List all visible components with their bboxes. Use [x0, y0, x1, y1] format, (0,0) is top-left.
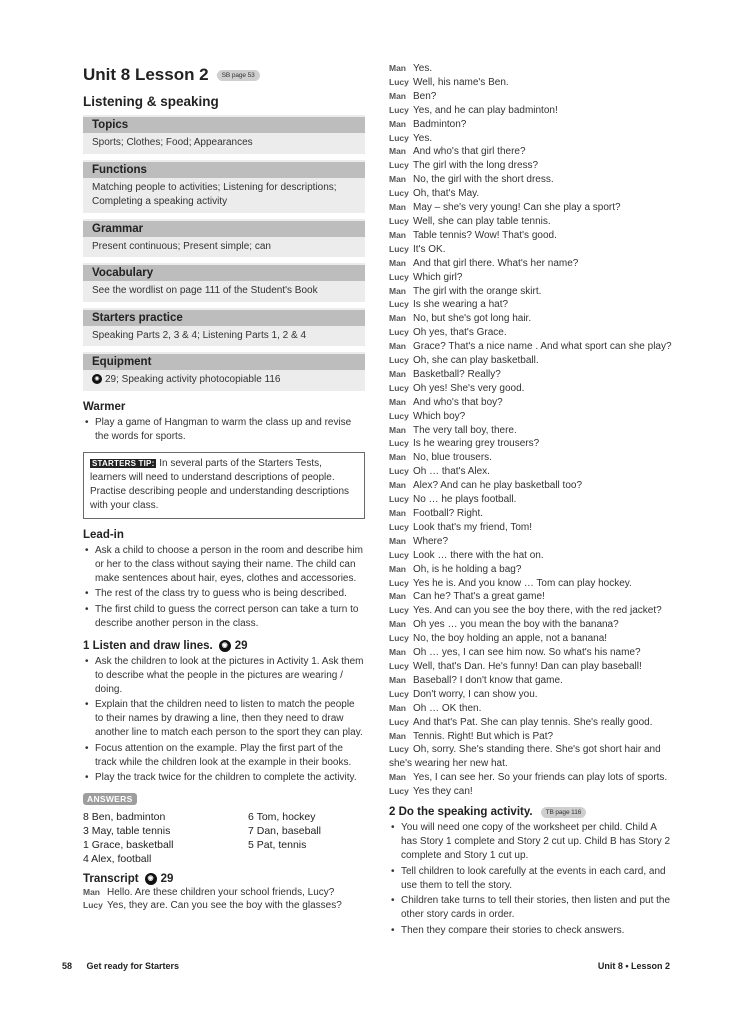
speaker: Man	[389, 341, 406, 352]
dialogue-line	[389, 549, 674, 563]
line-text: Oh … OK then.	[413, 702, 482, 714]
speaker: Man	[389, 535, 406, 546]
functions-box	[83, 160, 365, 213]
list-item: • Focus attention on the example. Play the first part of the track while the children look at the example in their books.	[83, 742, 365, 770]
line-text: Ben?	[413, 90, 437, 102]
leadin-heading: Lead-in	[83, 528, 124, 541]
line-text: Oh … that's Alex.	[413, 466, 490, 478]
answer-item: 7 Dan, baseball	[248, 824, 321, 837]
warmer-heading: Warmer	[83, 400, 126, 413]
line-text: Oh … yes, I can see him now. So what's his name?	[413, 647, 641, 659]
dialogue-line	[389, 437, 674, 451]
line-text: Which girl?	[413, 271, 463, 283]
right-column	[389, 62, 674, 939]
dialogue-line	[389, 577, 674, 591]
dialogue-line	[389, 243, 674, 257]
dialogue-line	[389, 646, 674, 660]
dialogue-line	[389, 215, 674, 229]
line-text: Oh, that's May.	[413, 188, 480, 200]
list-item: • Play a game of Hangman to warm the class up and revise the words for sports.	[83, 416, 365, 444]
dialogue-line	[389, 674, 674, 688]
left-column	[83, 62, 365, 913]
dialogue-line	[389, 90, 674, 104]
line-text: Badminton?	[413, 118, 467, 130]
starters-tip-box	[83, 452, 365, 519]
line-text: Well, that's Dan. He's funny! Dan can play baseball!	[413, 660, 642, 672]
speaker: Lucy	[389, 382, 409, 393]
line-text: Oh yes … you mean the boy with the banana?	[413, 619, 619, 631]
line-text: And who's that boy?	[413, 396, 503, 408]
dialogue-line	[389, 271, 674, 285]
dialogue-line	[389, 479, 674, 493]
box-heading: Vocabulary	[83, 265, 365, 281]
speaker: Lucy	[389, 633, 409, 644]
speaker: Lucy	[389, 605, 409, 616]
dialogue-line	[389, 590, 674, 604]
line-text: No, blue trousers.	[413, 452, 492, 464]
topics-box	[83, 115, 365, 154]
speaker: Lucy	[389, 466, 409, 477]
page-number: 58	[62, 961, 73, 971]
speaker: Man	[389, 396, 406, 407]
dialogue-line	[389, 410, 674, 424]
audio-cd-icon: ◉	[145, 873, 157, 885]
line-text: Yes. And can you see the boy there, with the red jacket?	[413, 605, 662, 617]
starters-tip-text: In several parts of the Starters Tests, learners will need to understand descriptions of people. Practise describing people and understanding descriptions with your class.	[90, 457, 350, 511]
dialogue-line	[389, 118, 674, 132]
tb-page-badge: TB page 116	[541, 807, 587, 818]
dialogue-line	[389, 771, 674, 785]
answer-item: 1 Grace, basketball	[83, 838, 174, 851]
line-text: The girl with the long dress?	[413, 160, 539, 172]
line-text: And that girl there. What's her name?	[413, 257, 579, 269]
dialogue-line	[389, 201, 674, 215]
speaker: Lucy	[389, 215, 409, 226]
speaker: Lucy	[389, 410, 409, 421]
line-text: Yes, and he can play badminton!	[413, 104, 558, 116]
line-text: Look … there with the hat on.	[413, 549, 544, 561]
answer-item	[248, 852, 365, 866]
footer-left	[62, 961, 179, 971]
dialogue-line	[389, 716, 674, 730]
dialogue-line	[389, 257, 674, 271]
line-text: Well, she can play table tennis.	[413, 215, 551, 227]
line-text: No, the boy holding an apple, not a banana!	[413, 633, 608, 645]
speaker: Lucy	[389, 160, 409, 171]
dialogue-line	[389, 187, 674, 201]
line-text: Yes, they are. Can you see the boy with the glasses?	[107, 900, 342, 912]
speaker: Lucy	[389, 744, 409, 755]
line-text: Alex? And can he play basketball too?	[413, 480, 583, 492]
line-text: It's OK.	[413, 243, 446, 255]
box-body: Sports; Clothes; Food; Appearances	[92, 137, 253, 148]
speaker: Man	[389, 90, 406, 101]
line-text: Yes they can!	[413, 786, 473, 798]
dialogue-line	[389, 354, 674, 368]
speaker: Man	[389, 146, 406, 157]
box-heading: Equipment	[83, 354, 365, 370]
activity2-heading	[389, 806, 674, 818]
list-item: • You will need one copy of the worksheet per child. Child A has Story 1 complete and Story 2 cut up. Child B has Story 2 complete and Story 1 cut up.	[389, 821, 674, 863]
dialogue-line	[389, 493, 674, 507]
speaker: Man	[389, 174, 406, 185]
speaker: Man	[389, 368, 406, 379]
activity1-heading	[83, 640, 365, 652]
info-boxes	[83, 115, 365, 391]
speaker: Lucy	[389, 549, 409, 560]
footer-right: Unit 8 • Lesson 2	[597, 961, 670, 971]
dialogue-line	[389, 159, 674, 173]
list-item: • Then they compare their stories to check answers.	[389, 924, 674, 938]
line-text: Oh, she can play basketball.	[413, 355, 539, 367]
dialogue-line	[83, 899, 365, 913]
starters-practice-box	[83, 308, 365, 347]
answer-item: 5 Pat, tennis	[248, 838, 307, 851]
line-text: Well, his name's Ben.	[413, 76, 509, 88]
line-text: Table tennis? Wow! That's good.	[413, 229, 557, 241]
line-text: And that's Pat. She can play tennis. She's really good.	[413, 716, 653, 728]
speaker: Man	[389, 229, 406, 240]
line-text: Yes, I can see her. So your friends can play lots of sports.	[413, 772, 668, 784]
speaker: Lucy	[389, 188, 409, 199]
speaker: Man	[389, 63, 406, 73]
dialogue-line	[389, 451, 674, 465]
box-body	[83, 370, 365, 388]
line-text: Yes he is. And you know … Tom can play hockey.	[413, 577, 632, 589]
speaker: Lucy	[389, 243, 409, 254]
line-text: Oh, is he holding a bag?	[413, 563, 522, 575]
box-body: Present continuous; Present simple; can	[92, 240, 271, 252]
speaker: Man	[389, 702, 406, 713]
speaker: Lucy	[389, 299, 409, 310]
answer-item: 8 Ben, badminton	[83, 810, 166, 823]
dialogue-line	[389, 507, 674, 521]
starters-tip-label: STARTERS TIP:	[92, 458, 155, 468]
line-text: The very tall boy, there.	[413, 424, 517, 436]
dialogue-line	[389, 382, 674, 396]
line-text: Is she wearing a hat?	[413, 299, 509, 311]
line-text: Is he wearing grey trousers?	[413, 438, 540, 450]
answers-grid	[83, 810, 365, 866]
speaker: Lucy	[389, 327, 409, 338]
speaker: Lucy	[389, 104, 409, 115]
dialogue-line	[389, 702, 674, 716]
speaker: Man	[389, 730, 406, 741]
speaker: Man	[389, 118, 406, 129]
equipment-box	[83, 352, 365, 391]
answer-item: 6 Tom, hockey	[248, 810, 316, 823]
dialogue-line	[389, 326, 674, 340]
line-text: Look that's my friend, Tom!	[413, 521, 532, 533]
speaker: Lucy	[389, 438, 409, 449]
speaker: Man	[389, 772, 406, 783]
activity1-list	[83, 655, 365, 786]
dialogue-line	[389, 521, 674, 535]
list-item: • Ask the children to look at the pictures in Activity 1. Ask them to describe what the people in the pictures are wearing / doing.	[83, 655, 365, 697]
dialogue-line	[389, 312, 674, 326]
dialogue-line	[83, 886, 365, 900]
box-body: Matching people to activities; Listening for descriptions; Completing a speaking activity	[92, 181, 337, 207]
speaker: Man	[389, 480, 406, 491]
lesson-title-text: Unit 8 Lesson 2	[83, 65, 209, 84]
speaker: Man	[389, 285, 406, 296]
dialogue-line	[389, 76, 674, 90]
dialogue-line	[389, 563, 674, 577]
box-body: See the wordlist on page 111 of the Student's Book	[92, 285, 318, 296]
lesson-title	[83, 65, 365, 85]
speaker: Lucy	[389, 786, 409, 797]
box-body: Speaking Parts 2, 3 & 4; Listening Parts 1, 2 & 4	[92, 329, 307, 341]
speaker: Lucy	[389, 271, 409, 282]
equipment-text: 29; Speaking activity photocopiable 116	[105, 374, 281, 385]
line-text: No, but she's got long hair.	[413, 313, 532, 325]
transcript-heading-text: Transcript	[83, 872, 139, 885]
line-text: The girl with the orange skirt.	[413, 285, 542, 297]
dialogue-line	[389, 396, 674, 410]
activity2-list	[389, 821, 674, 938]
dialogue-line	[389, 618, 674, 632]
line-text: Oh yes, that's Grace.	[413, 327, 507, 339]
transcript-heading	[83, 873, 365, 885]
box-heading: Grammar	[83, 221, 365, 237]
line-text: May – she's very young! Can she play a sport?	[413, 202, 621, 214]
line-text: Where?	[413, 535, 449, 547]
dialogue-line	[389, 298, 674, 312]
line-text: Don't worry, I can show you.	[413, 688, 538, 700]
line-text: Yes.	[413, 63, 433, 74]
dialogue-line	[389, 229, 674, 243]
transcript-track: 29	[160, 872, 174, 885]
speaker: Lucy	[389, 132, 409, 143]
dialogue-line	[389, 535, 674, 549]
speaker: Lucy	[389, 76, 409, 87]
speaker: Man	[389, 591, 406, 602]
answer-item: 3 May, table tennis	[83, 824, 171, 837]
lesson-subtitle: Listening & speaking	[83, 94, 219, 109]
dialogue-line	[389, 730, 674, 744]
audio-cd-icon: ◉	[92, 374, 102, 384]
line-text: Basketball? Really?	[413, 368, 501, 380]
transcript-start	[83, 886, 365, 914]
speaker: Lucy	[389, 521, 409, 532]
line-text: Yes.	[413, 132, 433, 144]
answer-item: 4 Alex, football	[83, 852, 152, 865]
dialogue-line	[389, 145, 674, 159]
grammar-box	[83, 219, 365, 258]
dialogue-line	[389, 604, 674, 618]
dialogue-line	[389, 465, 674, 479]
line-text: Which boy?	[413, 410, 466, 422]
list-item: • The first child to guess the correct person can take a turn to describe another person in the class.	[83, 603, 365, 631]
speaker: Man	[389, 674, 406, 685]
speaker: Man	[389, 452, 406, 463]
dialogue-line	[389, 424, 674, 438]
list-item: • Play the track twice for the children to complete the activity.	[83, 771, 365, 785]
speaker: Lucy	[389, 716, 409, 727]
speaker: Man	[389, 647, 406, 658]
speaker: Man	[389, 202, 406, 213]
activity2-heading-text: 2 Do the speaking activity.	[389, 806, 533, 819]
line-text: Football? Right.	[413, 508, 484, 519]
line-text: Can he? That's a great game!	[413, 591, 545, 603]
dialogue-line	[389, 173, 674, 187]
box-heading: Functions	[83, 162, 365, 178]
speaker: Man	[389, 508, 406, 518]
audio-cd-icon: ◉	[219, 640, 231, 652]
activity1-heading-text: 1 Listen and draw lines.	[83, 639, 213, 652]
line-text: Hello. Are these children your school friends, Lucy?	[107, 886, 335, 898]
dialogue-line	[389, 368, 674, 382]
speaker: Man	[389, 619, 406, 630]
warmer-list	[83, 416, 365, 444]
speaker: Lucy	[389, 577, 409, 588]
line-text: Oh, sorry. She's standing there. She's got short hair and she's wearing her new hat.	[389, 744, 661, 770]
leadin-list	[83, 544, 365, 631]
list-item: • Ask a child to choose a person in the room and describe him or her to the class without saying their name. The child can make sentences about hair, eyes, clothes and accessories.	[83, 544, 365, 586]
speaker: Lucy	[389, 688, 409, 699]
list-item: • Children take turns to tell their stories, then listen and put the other story cards in order.	[389, 894, 674, 922]
answers-label: ANSWERS	[83, 793, 137, 805]
speaker: Lucy	[389, 355, 409, 366]
list-item: • Explain that the children need to listen to match the people to their names by drawing a line, then they need to draw another line to match each person to the sport they can play.	[83, 698, 365, 740]
line-text: Oh yes! She's very good.	[413, 382, 525, 394]
line-text: Baseball? I don't know that game.	[413, 674, 563, 686]
box-heading: Topics	[83, 117, 365, 133]
line-text: And who's that girl there?	[413, 146, 526, 158]
line-text: Grace? That's a nice name . And what sport can she play?	[413, 341, 672, 353]
line-text: No, the girl with the short dress.	[413, 174, 554, 186]
book-title: Get ready for Starters	[86, 961, 180, 971]
list-item: • The rest of the class try to guess who is being described.	[83, 587, 365, 601]
dialogue-line	[389, 62, 674, 76]
speaker: Man	[389, 313, 406, 324]
list-item: • Tell children to look carefully at the events in each card, and use them to tell the story.	[389, 865, 674, 893]
line-text: No … he plays football.	[413, 494, 517, 506]
speaker: Lucy	[83, 900, 103, 911]
speaker: Man	[83, 886, 100, 897]
speaker: Man	[389, 563, 406, 574]
box-heading: Starters practice	[83, 310, 365, 326]
dialogue-line	[389, 660, 674, 674]
activity1-track: 29	[234, 639, 248, 652]
line-text: Tennis. Right! But which is Pat?	[413, 730, 554, 742]
dialogue-line	[389, 632, 674, 646]
dialogue-line	[389, 132, 674, 146]
dialogue-line	[389, 340, 674, 354]
speaker: Lucy	[389, 660, 409, 671]
dialogue-line	[389, 688, 674, 702]
dialogue-line	[389, 285, 674, 299]
speaker: Lucy	[389, 494, 409, 505]
dialogue-line	[389, 104, 674, 118]
transcript-continued	[389, 62, 674, 799]
speaker: Man	[389, 424, 406, 435]
dialogue-line	[389, 785, 674, 799]
vocabulary-box	[83, 263, 365, 302]
sb-page-badge: SB page 53	[217, 70, 260, 81]
speaker: Man	[389, 257, 406, 268]
dialogue-line	[389, 743, 674, 771]
